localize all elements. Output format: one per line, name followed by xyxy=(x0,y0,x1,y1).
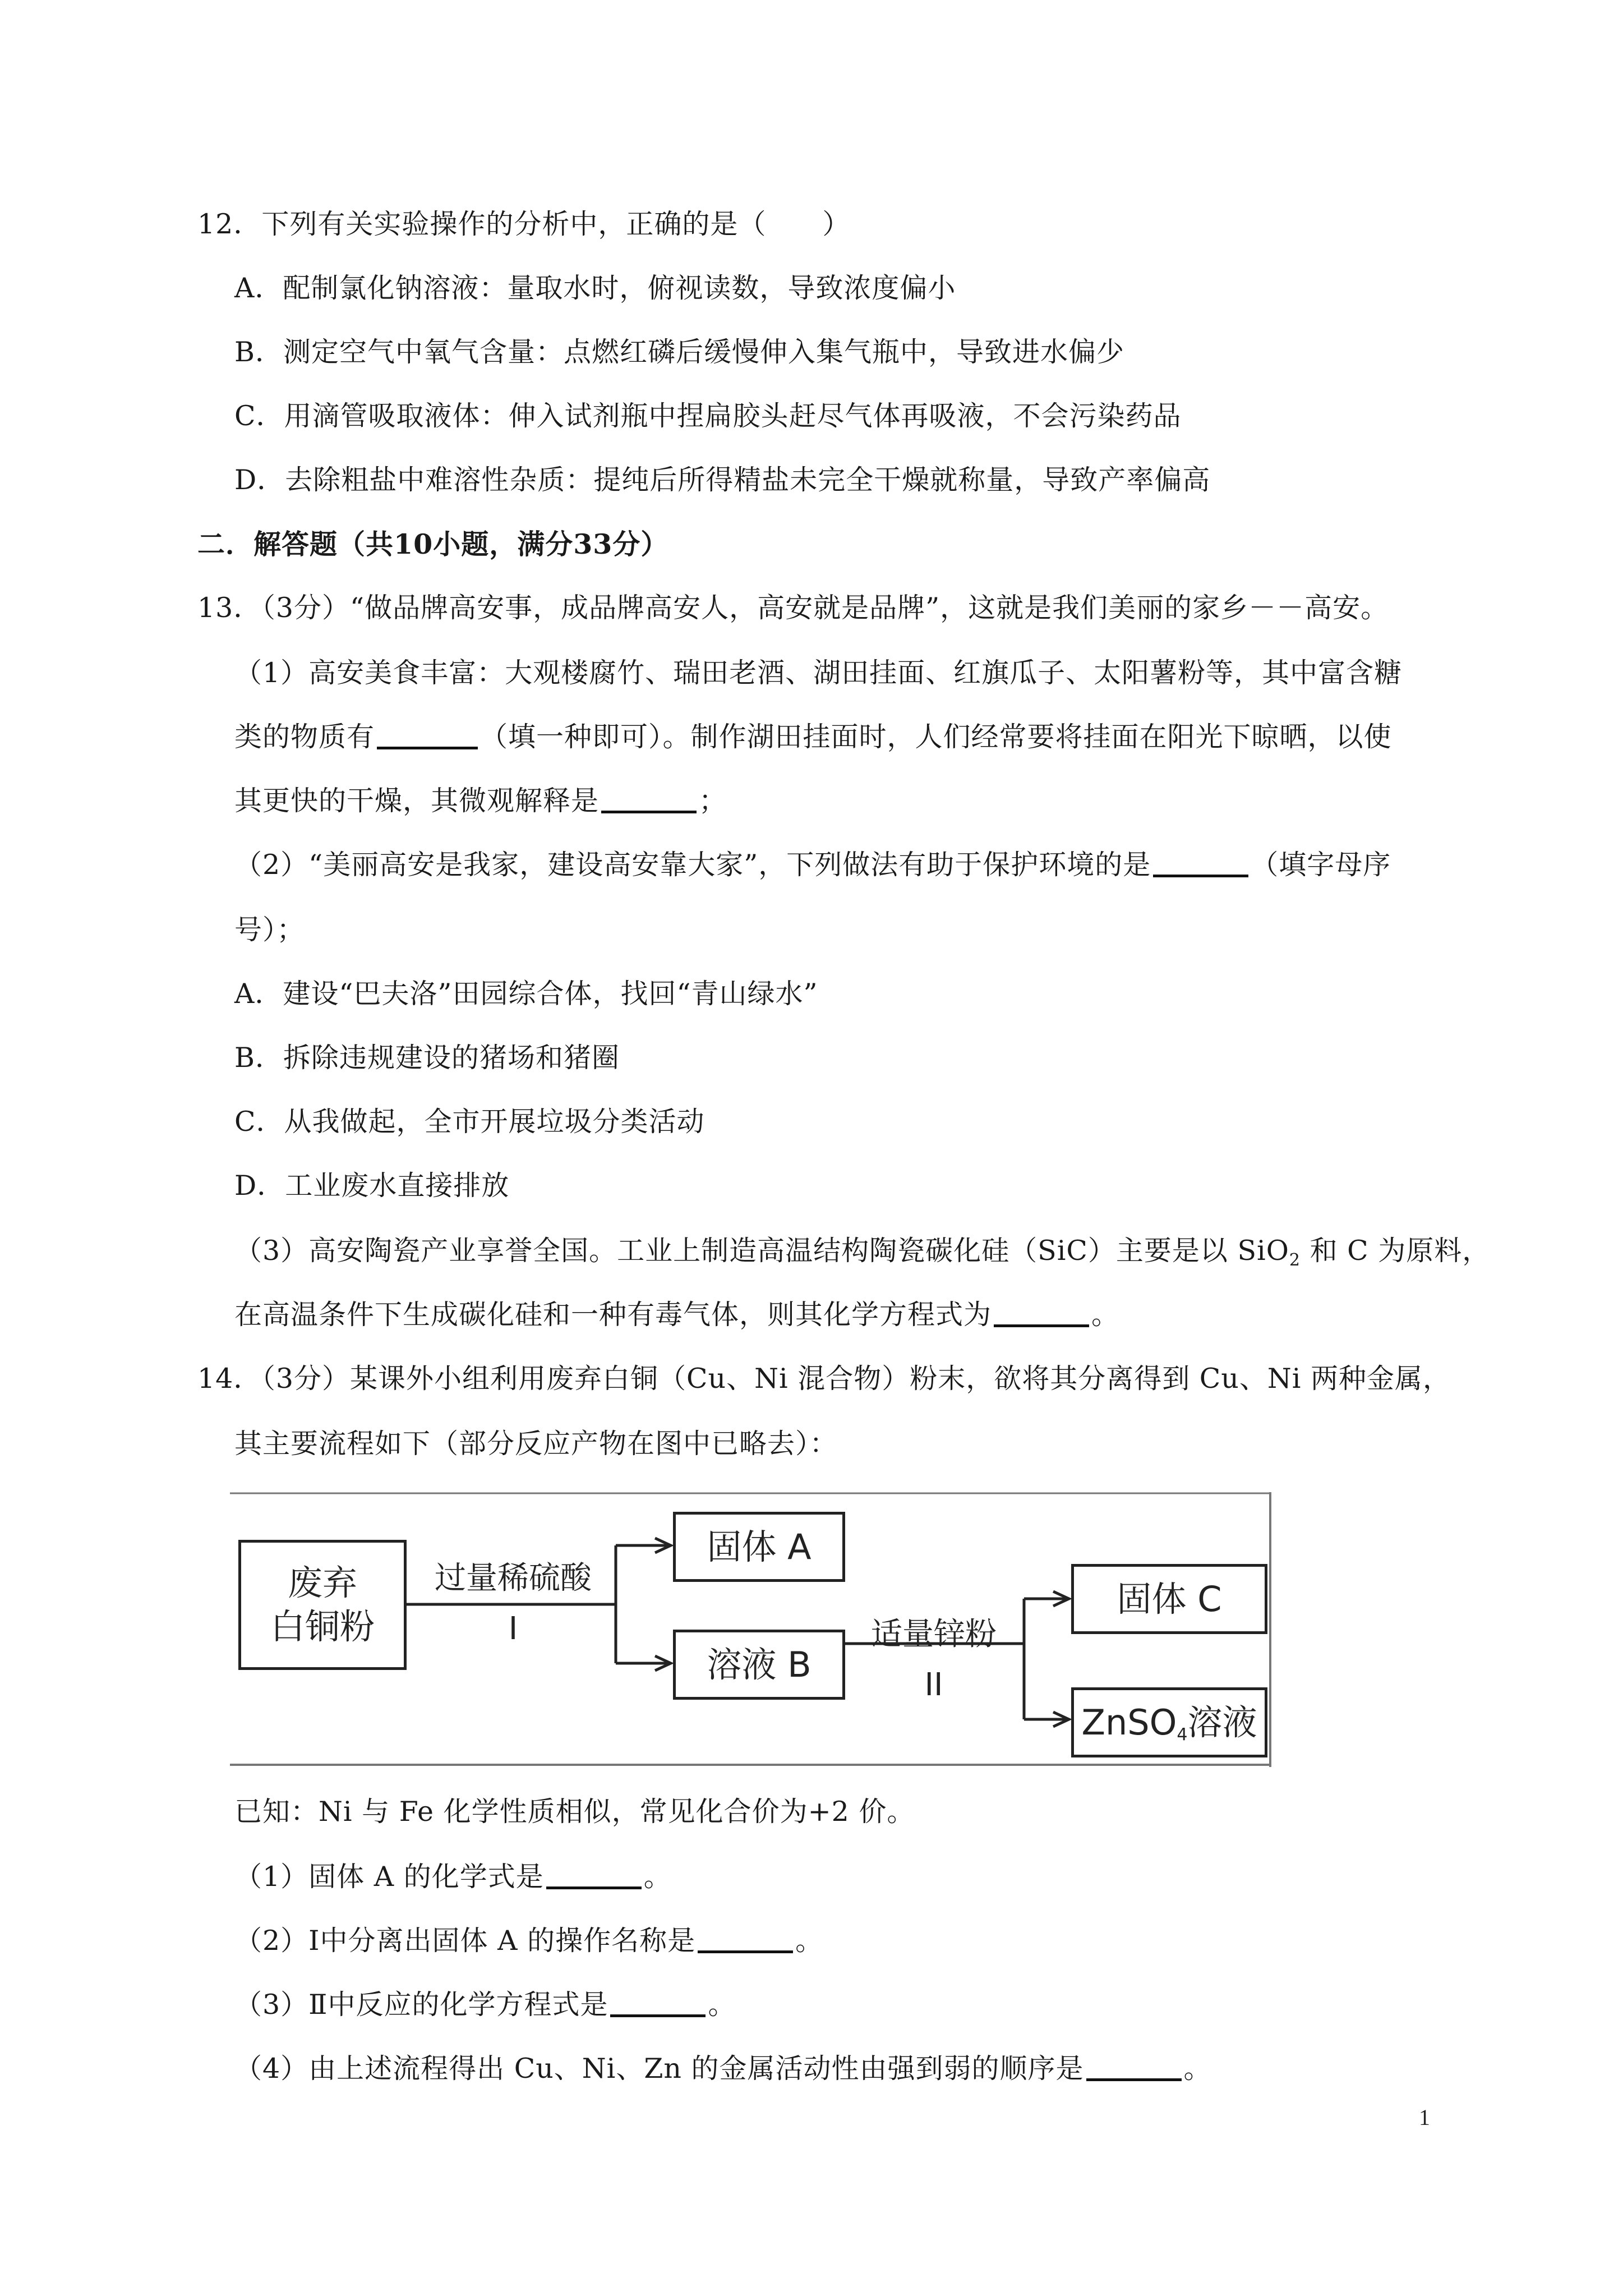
box-solid-c: 固体 C xyxy=(1071,1564,1267,1634)
answer-blank[interactable] xyxy=(610,1992,706,2017)
q13-p2-option-b: B．拆除违规建设的猪场和猪圈 xyxy=(234,1042,620,1074)
q12-option-b: B．测定空气中氧气含量：点燃红磷后缓慢伸入集气瓶中，导致进水偏少 xyxy=(234,336,1125,368)
step1-number-label: I xyxy=(508,1611,518,1647)
q14-sub3: （3）Ⅱ中反应的化学方程式是 。 xyxy=(234,1989,736,2021)
q13-p1-line3: 其更快的干燥，其微观解释是 ； xyxy=(234,785,727,817)
q14-sub4: （4）由上述流程得出 Cu、Ni、Zn 的金属活动性由强到弱的顺序是 。 xyxy=(234,2053,1212,2085)
q14-known: 已知：Ni 与 Fe 化学性质相似，常见化合价为+2 价。 xyxy=(234,1796,915,1828)
page-number: 1 xyxy=(1419,2105,1430,2130)
answer-blank[interactable] xyxy=(601,788,697,813)
step2-reagent-label: 适量锌粉 xyxy=(871,1616,997,1653)
q12-option-c: C．用滴管吸取液体：伸入试剂瓶中捏扁胶头赶尽气体再吸液，不会污染药品 xyxy=(234,400,1182,432)
q13-p2-option-c: C．从我做起，全市开展垃圾分类活动 xyxy=(234,1106,705,1138)
q13-p1-line2: 类的物质有 （填一种即可）。制作湖田挂面时，人们经常要将挂面在阳光下晾晒，以使 xyxy=(234,721,1392,753)
q13-stem: 13．（3分）“做品牌高安事，成品牌高安人，高安就是品牌”，这就是我们美丽的家乡－－高安。 xyxy=(197,592,1389,624)
box-znso4-solution: ZnSO$_4$溶液 xyxy=(1071,1687,1267,1757)
q12-option-d: D．去除粗盐中难溶性杂质：提纯后所得精盐未完全干燥就称量，导致产率偏高 xyxy=(234,464,1211,496)
answer-blank[interactable] xyxy=(1153,852,1248,877)
answer-blank[interactable] xyxy=(377,724,478,749)
q13-p1-line1: （1）高安美食丰富：大观楼腐竹、瑞田老酒、湖田挂面、红旗瓜子、太阳薯粉等，其中富含糖 xyxy=(234,657,1403,689)
q14-sub1: （1）固体 A 的化学式是 。 xyxy=(234,1861,672,1893)
q14-sub2: （2）Ⅰ中分离出固体 A 的操作名称是 。 xyxy=(234,1925,824,1957)
q12-stem: 12．下列有关实验操作的分析中，正确的是（ ） xyxy=(197,208,851,240)
q14-stem-line1: 14．（3分）某课外小组利用废弃白铜（Cu、Ni 混合物）粉末，欲将其分离得到 Cu、Ni 两种金属， xyxy=(197,1363,1451,1395)
box-solid-a: 固体 A xyxy=(673,1512,845,1582)
box-waste-copper-powder: 废弃 白铜粉 xyxy=(238,1540,407,1670)
q13-p2-line1: （2）“美丽高安是我家，建设高安靠大家”，下列做法有助于保护环境的是 （填字母序 xyxy=(234,849,1391,881)
answer-blank[interactable] xyxy=(698,1928,793,1953)
q13-p3-line2: 在高温条件下生成碳化硅和一种有毒气体，则其化学方程式为 。 xyxy=(234,1299,1120,1331)
q14-stem-line2: 其主要流程如下（部分反应产物在图中已略去）： xyxy=(234,1428,838,1460)
step2-number-label: II xyxy=(924,1667,943,1703)
answer-blank[interactable] xyxy=(994,1302,1089,1327)
q13-p2-option-a: A．建设“巴夫洛”田园综合体，找回“青山绿水” xyxy=(234,978,818,1010)
process-flowchart xyxy=(230,1492,1273,1767)
box-solution-b: 溶液 B xyxy=(673,1630,845,1700)
step1-reagent-label: 过量稀硫酸 xyxy=(435,1560,592,1596)
q12-option-a: A．配制氯化钠溶液：量取水时，俯视读数，导致浓度偏小 xyxy=(234,272,956,304)
q13-p3-line1: （3）高安陶瓷产业享誉全国。工业上制造高温结构陶瓷碳化硅（SiC）主要是以 SiO$_2$ 和 C 为原料， xyxy=(234,1235,1491,1270)
q13-p2-line2: 号）； xyxy=(234,914,305,946)
q13-p2-option-d: D．工业废水直接排放 xyxy=(234,1170,510,1202)
section-title: 二．解答题（共10小题，满分33分） xyxy=(197,528,669,560)
answer-blank[interactable] xyxy=(546,1864,642,1889)
answer-blank[interactable] xyxy=(1086,2056,1182,2081)
